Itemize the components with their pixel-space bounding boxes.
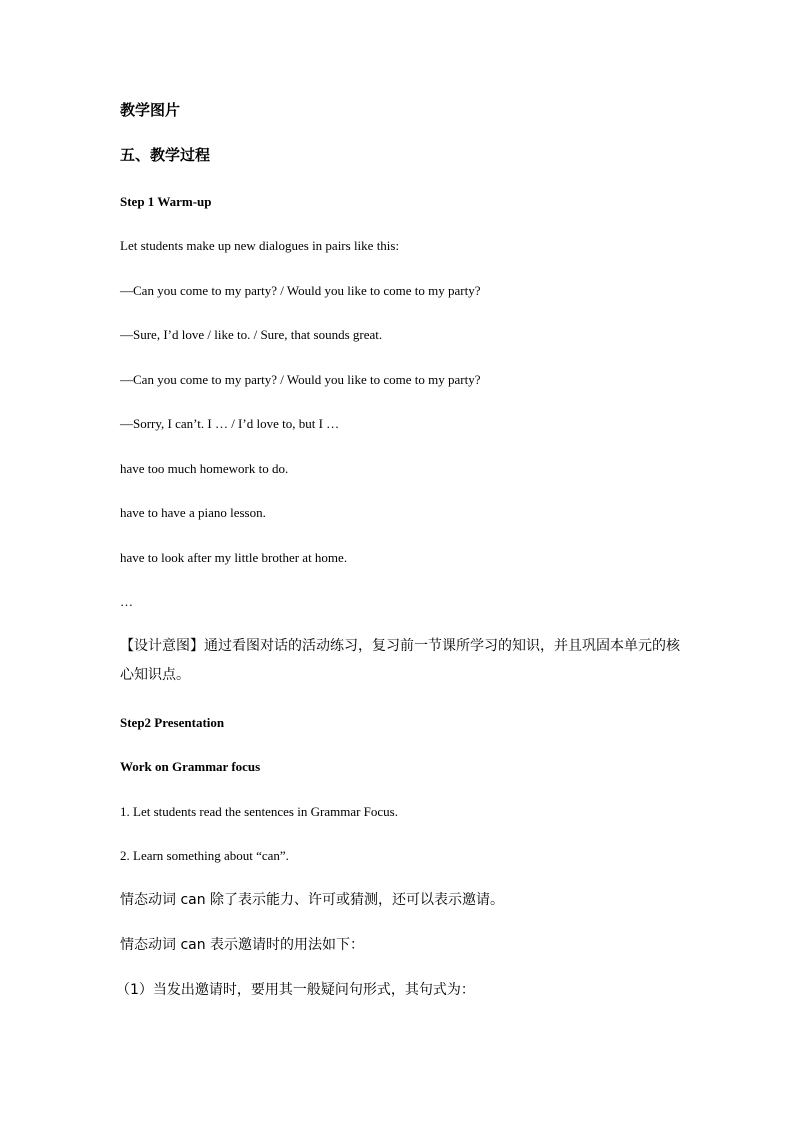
can-note-2: 情态动词 can 表示邀请时的用法如下： bbox=[120, 937, 365, 953]
step2-title: Step2 Presentation bbox=[120, 715, 225, 730]
reason-line-3: have to look after my little brother at home. bbox=[120, 550, 348, 565]
dialogue-line-4: —Sorry, I can’t. I … / I’d love to, but I … bbox=[120, 416, 340, 431]
step2-subtitle: Work on Grammar focus bbox=[120, 759, 261, 774]
can-note-1: 情态动词 can 除了表示能力、许可或猜测，还可以表示邀请。 bbox=[120, 892, 505, 908]
step1-intro: Let students make up new dialogues in pairs like this: bbox=[120, 238, 400, 253]
step2-item-2: 2. Learn something about “can”. bbox=[120, 848, 289, 863]
reason-line-1: have too much homework to do. bbox=[120, 461, 289, 476]
step2-item-1: 1. Let students read the sentences in Grammar Focus. bbox=[120, 804, 398, 819]
design-intent-paragraph: 【设计意图】通过看图对话的活动练习，复习前一节课所学习的知识，并且巩固本单元的核心知识点。 bbox=[120, 638, 680, 683]
reason-line-2: have to have a piano lesson. bbox=[120, 505, 266, 520]
dialogue-line-1: —Can you come to my party? / Would you like to come to my party? bbox=[120, 283, 481, 298]
dialogue-line-3: —Can you come to my party? / Would you like to come to my party? bbox=[120, 372, 481, 387]
dialogue-line-2: —Sure, I’d love / like to. / Sure, that sounds great. bbox=[120, 327, 383, 342]
step1-title: Step 1 Warm-up bbox=[120, 194, 212, 209]
section-heading-teaching-process: 五、教学过程 bbox=[120, 146, 211, 164]
can-note-3: （1）当发出邀请时，要用其一般疑问句形式，其句式为： bbox=[116, 982, 475, 998]
section-heading-teaching-pictures: 教学图片 bbox=[120, 101, 181, 119]
ellipsis-line: … bbox=[120, 594, 133, 609]
